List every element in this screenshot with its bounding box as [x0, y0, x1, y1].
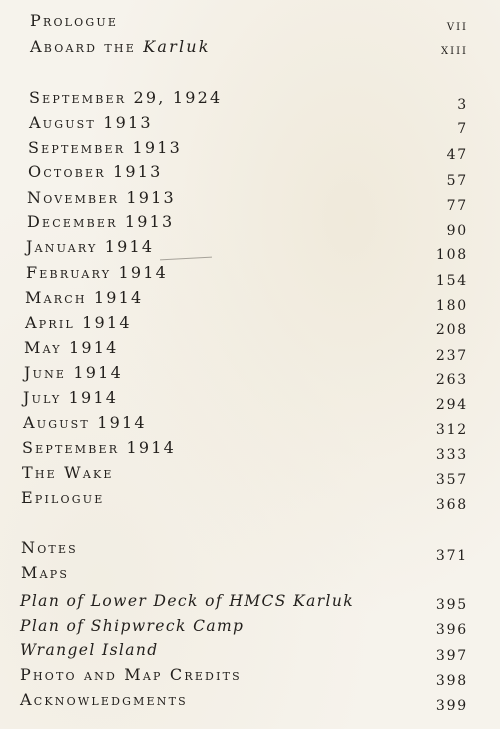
- toc-entry-page: 108: [435, 247, 468, 263]
- toc-entry-page: 333: [435, 447, 468, 463]
- toc-entry-title: August 1913: [29, 113, 153, 132]
- pencil-mark: [160, 257, 212, 261]
- toc-entry-title: November 1913: [27, 188, 176, 207]
- toc-entry-page: 396: [435, 622, 468, 638]
- toc-entry-title: October 1913: [28, 162, 163, 181]
- toc-entry-title: Wrangel Island: [20, 641, 159, 659]
- toc-entry-title: Notes: [21, 538, 78, 557]
- toc-entry-title: August 1914: [23, 413, 147, 432]
- toc-entry-title: September 1913: [28, 138, 183, 157]
- toc-entry-title-italic: Karluk: [143, 37, 211, 56]
- toc-entry-title: March 1914: [25, 288, 144, 307]
- toc-entry-page: 237: [435, 348, 468, 364]
- toc-entry-title: The Wake: [22, 463, 114, 482]
- toc-entry-page: vii: [446, 18, 468, 34]
- toc-entry-title: July 1914: [23, 388, 119, 407]
- toc-entry-page: 47: [446, 147, 468, 163]
- toc-entry-title: February 1914: [26, 263, 168, 282]
- toc-entry-page: 180: [435, 298, 468, 314]
- toc-entry-page: 7: [457, 121, 468, 137]
- toc-entry-title: December 1913: [27, 212, 175, 231]
- toc-entry-page: 399: [435, 698, 468, 714]
- toc-entry-page: 77: [446, 198, 468, 214]
- toc-entry-page: 397: [435, 648, 468, 664]
- toc-entry-page: 357: [435, 472, 468, 488]
- toc-entry-title: April 1914: [25, 313, 132, 332]
- toc-entry-title: January 1914: [26, 237, 155, 256]
- toc-entry-page: xiii: [441, 42, 468, 58]
- toc-entry-title: Epilogue: [21, 488, 105, 507]
- toc-entry-page: 395: [435, 597, 468, 613]
- toc-entry-title-prefix: Aboard the: [30, 37, 144, 56]
- toc-entry-title: Plan of Shipwreck Camp: [20, 617, 245, 635]
- toc-entry-page: 263: [435, 372, 468, 388]
- toc-entry-page: 294: [435, 397, 468, 413]
- toc-entry-title: May 1914: [24, 338, 119, 357]
- toc-entry-page: 208: [435, 322, 468, 338]
- toc-entry-title: September 29, 1924: [29, 88, 223, 107]
- toc-entry-page: 3: [457, 97, 468, 113]
- toc-entry-page: 154: [435, 273, 468, 289]
- toc-entry-page: 312: [435, 422, 468, 438]
- toc-entry-title: [30, 35, 211, 59]
- toc-entry-title: Acknowledgments: [20, 690, 188, 709]
- toc-entry-title: Plan of Lower Deck of HMCS Karluk: [20, 592, 355, 610]
- toc-entry-page: 368: [435, 497, 468, 513]
- toc-entry-page: 57: [446, 173, 468, 189]
- toc-entry-page: 90: [446, 223, 468, 239]
- toc-entry-page: 398: [435, 673, 468, 689]
- toc-entry-title: June 1914: [24, 363, 123, 382]
- toc-entry-title: September 1914: [22, 438, 177, 457]
- toc-entry-page: 371: [435, 548, 468, 564]
- toc-entry-title: Prologue: [30, 11, 119, 30]
- toc-entry-title: Photo and Map Credits: [20, 665, 242, 684]
- toc-entry-title: Maps: [21, 563, 70, 582]
